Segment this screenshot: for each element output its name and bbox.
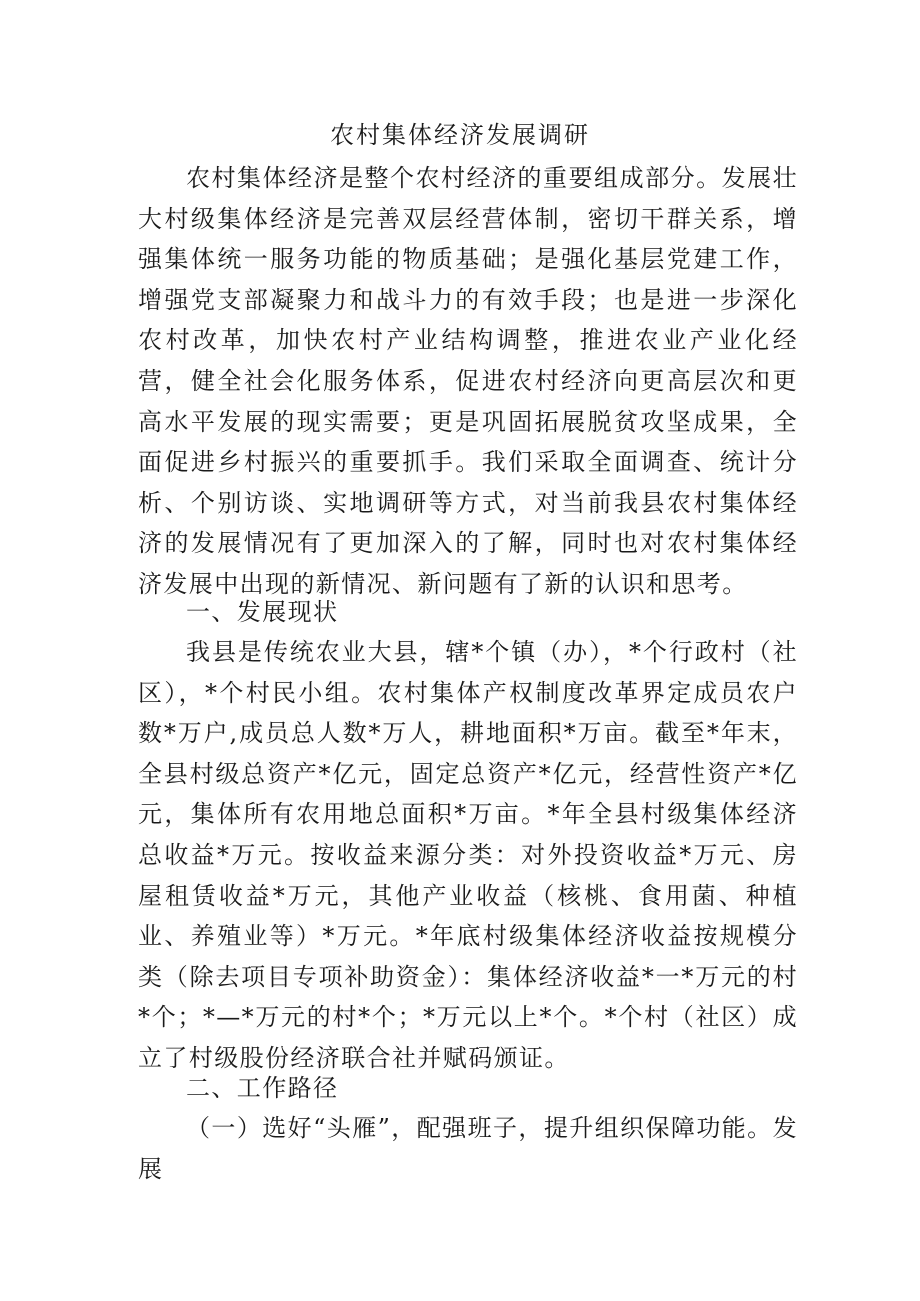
section-heading-status: 一、发展现状: [186, 598, 339, 626]
document-title: 农村集体经济发展调研: [330, 121, 590, 149]
section-heading-work-path: 二、工作路径: [186, 1074, 339, 1102]
intro-paragraph: 农村集体经济是整个农村经济的重要组成部分。发展壮大村级集体经济是完善双层经营体制，密切干群关系，增强集体统一服务功能的物质基础；是强化基层党建工作，增强党支部凝聚力和战斗力的有效手段；也是进一步深化农村改革，加快农村产业结构调整，推进农业产业化经营，健全社会化服务体系，促进农村经济向更高层次和更高水平发展的现实需要；更是巩固拓展脱贫攻坚成果，全面促进乡村振兴的重要抓手。我们采取全面调查、统计分析、个别访谈、实地调研等方式，对当前我县农村集体经济的发展情况有了更加深入的了解，同时也对农村集体经济发展中出现的新情况、新问题有了新的认识和思考。: [138, 164, 798, 598]
work-path-paragraph: （一）选好“头雁”，配强班子，提升组织保障功能。发展: [138, 1114, 798, 1183]
status-paragraph: 我县是传统农业大县，辖*个镇（办），*个行政村（社区），*个村民小组。农村集体产权制度改革界定成员农户数*万户,成员总人数*万人，耕地面积*万亩。截至*年末，全县村级总资产*亿元，固定总资产*亿元，经营性资产*亿元，集体所有农用地总面积*万亩。*年全县村级集体经济总收益*万元。按收益来源分类：对外投资收益*万元、房屋租赁收益*万元，其他产业收益（核桃、食用菌、种植业、养殖业等）*万元。*年底村级集体经济收益按规模分类（除去项目专项补助资金）：集体经济收益*一*万元的村*个；*—*万元的村*个；*万元以上*个。*个村（社区）成立了村级股份经济联合社并赋码颁证。: [138, 638, 798, 1072]
